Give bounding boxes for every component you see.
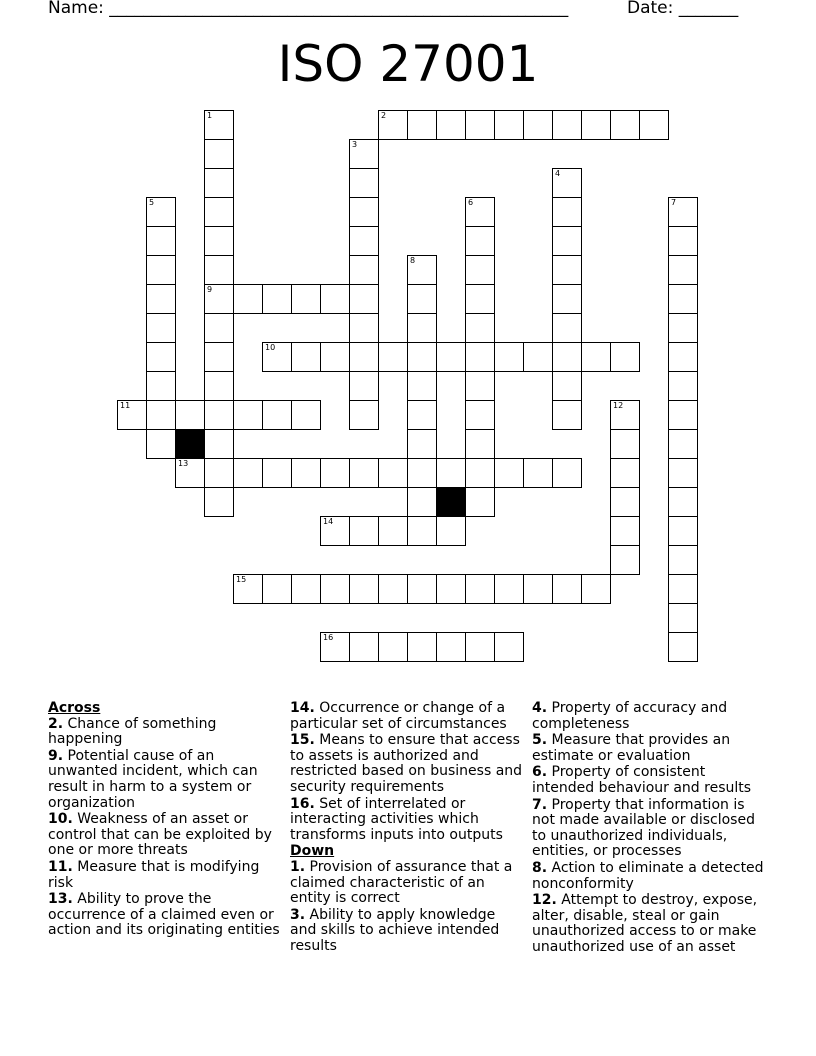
clue-number-label: 7. <box>532 796 548 813</box>
crossword-cell[interactable] <box>320 632 350 662</box>
crossword-cell[interactable] <box>233 458 263 488</box>
crossword-cell[interactable] <box>262 574 292 604</box>
clue-text: Means to ensure that access to assets is authorized and restricted based on business and security requirements <box>290 732 523 795</box>
crossword-cell[interactable] <box>668 342 698 372</box>
crossword-cell[interactable] <box>465 226 495 256</box>
clue-item <box>290 733 526 795</box>
clue-number-label: 15. <box>290 732 315 749</box>
crossword-cell[interactable] <box>465 400 495 430</box>
crossword-cell[interactable] <box>349 313 379 343</box>
clue-number-label: 13. <box>48 891 73 908</box>
clue-item <box>48 812 284 859</box>
crossword-cell[interactable] <box>407 110 437 140</box>
clue-text: Provision of assurance that a claimed characteristic of an entity is correct <box>290 858 513 907</box>
crossword-cell[interactable] <box>465 110 495 140</box>
across-heading: Across <box>48 700 101 716</box>
clue-item <box>48 749 284 811</box>
clue-number: 3 <box>352 140 358 149</box>
crossword-cell[interactable] <box>146 255 176 285</box>
crossword-cell[interactable] <box>523 574 553 604</box>
clue-number: 14 <box>323 517 334 526</box>
crossword-cell[interactable] <box>349 226 379 256</box>
crossword-cell[interactable] <box>494 110 524 140</box>
crossword-cell[interactable] <box>552 284 582 314</box>
crossword-cell[interactable] <box>436 632 466 662</box>
crossword-cell[interactable] <box>407 255 437 285</box>
crossword-cell[interactable] <box>523 342 553 372</box>
clue-number-label: 1. <box>290 858 306 875</box>
crossword-cell[interactable] <box>668 400 698 430</box>
crossword-cell[interactable] <box>349 342 379 372</box>
crossword-cell[interactable] <box>668 632 698 662</box>
clue-number: 7 <box>671 198 677 207</box>
clue-number: 12 <box>613 401 624 410</box>
crossword-cell[interactable] <box>668 516 698 546</box>
crossword-cell[interactable] <box>610 429 640 459</box>
crossword-cell[interactable] <box>668 429 698 459</box>
clue-item <box>290 908 526 955</box>
clue-item <box>532 798 768 860</box>
crossword-cell[interactable] <box>378 458 408 488</box>
crossword-cell[interactable] <box>610 545 640 575</box>
crossword-cell[interactable] <box>465 458 495 488</box>
crossword-cell[interactable] <box>494 574 524 604</box>
crossword-cell[interactable] <box>552 574 582 604</box>
crossword-cell[interactable] <box>204 400 234 430</box>
clue-text: Ability to apply knowledge and skills to achieve intended results <box>290 906 500 954</box>
clue-number-label: 9. <box>48 747 64 764</box>
crossword-cell[interactable] <box>465 284 495 314</box>
clue-number: 15 <box>236 575 247 584</box>
crossword-cell[interactable] <box>146 342 176 372</box>
clue-item <box>290 860 526 907</box>
clue-number: 4 <box>555 169 561 178</box>
crossword-cell[interactable] <box>668 313 698 343</box>
crossword-cell[interactable] <box>407 371 437 401</box>
clue-item <box>48 892 284 939</box>
crossword-cell[interactable] <box>465 197 495 227</box>
crossword-cell[interactable] <box>349 197 379 227</box>
crossword-cell[interactable] <box>349 632 379 662</box>
clue-column-3 <box>532 701 768 957</box>
crossword-cell[interactable] <box>639 110 669 140</box>
crossword-cell[interactable] <box>610 110 640 140</box>
date-field[interactable]: Date: _______ <box>627 0 739 18</box>
crossword-cell[interactable] <box>378 110 408 140</box>
crossword-cell[interactable] <box>465 342 495 372</box>
crossword-cell[interactable] <box>552 400 582 430</box>
clue-number: 10 <box>265 343 276 352</box>
crossword-cell[interactable] <box>668 226 698 256</box>
crossword-cell[interactable] <box>146 400 176 430</box>
crossword-cell[interactable] <box>581 574 611 604</box>
crossword-cell[interactable] <box>204 342 234 372</box>
crossword-cell[interactable] <box>204 139 234 169</box>
crossword-cell[interactable] <box>320 458 350 488</box>
clue-number-label: 10. <box>48 811 73 828</box>
clue-item <box>532 861 768 892</box>
crossword-cell[interactable] <box>465 429 495 459</box>
crossword-cell[interactable] <box>523 458 553 488</box>
crossword-cell[interactable] <box>146 197 176 227</box>
down-heading: Down <box>290 843 335 860</box>
crossword-cell[interactable] <box>262 400 292 430</box>
clue-number: 1 <box>207 111 213 120</box>
crossword-cell[interactable] <box>407 458 437 488</box>
blocked-cell <box>175 429 205 459</box>
crossword-cell[interactable] <box>204 458 234 488</box>
crossword-cell[interactable] <box>552 371 582 401</box>
clue-number: 6 <box>468 198 474 207</box>
clue-text: Property of accuracy and completeness <box>532 700 728 732</box>
crossword-cell[interactable] <box>349 574 379 604</box>
crossword-cell[interactable] <box>552 255 582 285</box>
clue-number: 8 <box>410 256 416 265</box>
clue-text: Weakness of an asset or control that can be exploited by one or more threats <box>48 811 272 859</box>
crossword-cell[interactable] <box>552 313 582 343</box>
crossword-cell[interactable] <box>407 429 437 459</box>
crossword-cell[interactable] <box>668 197 698 227</box>
crossword-cell[interactable] <box>610 487 640 517</box>
clue-text: Property of consistent intended behaviour and results <box>532 764 752 796</box>
crossword-cell[interactable] <box>436 516 466 546</box>
crossword-cell[interactable] <box>262 342 292 372</box>
crossword-cell[interactable] <box>494 632 524 662</box>
crossword-cell[interactable] <box>668 284 698 314</box>
clue-item <box>290 797 526 844</box>
crossword-cell[interactable] <box>349 516 379 546</box>
crossword-cell[interactable] <box>436 342 466 372</box>
clue-number-label: 8. <box>532 859 548 876</box>
crossword-cell[interactable] <box>233 574 263 604</box>
crossword-cell[interactable] <box>146 284 176 314</box>
crossword-cell[interactable] <box>291 400 321 430</box>
crossword-cell[interactable] <box>146 226 176 256</box>
clue-text: Ability to prove the occurrence of a claimed even or action and its originating entities <box>48 891 280 939</box>
clue-number-label: 2. <box>48 715 64 732</box>
crossword-cell[interactable] <box>291 458 321 488</box>
crossword-cell[interactable] <box>349 139 379 169</box>
crossword-cell[interactable] <box>407 284 437 314</box>
clue-item <box>532 765 768 796</box>
crossword-cell[interactable] <box>494 458 524 488</box>
crossword-cell[interactable] <box>465 255 495 285</box>
clue-item <box>48 860 284 891</box>
blocked-cell <box>436 487 466 517</box>
crossword-cell[interactable] <box>146 371 176 401</box>
clue-number-label: 3. <box>290 906 306 923</box>
clue-number-label: 14. <box>290 700 315 716</box>
clue-number-label: 11. <box>48 858 73 875</box>
crossword-cell[interactable] <box>320 342 350 372</box>
clue-text: Action to eliminate a detected nonconformity <box>532 859 764 892</box>
crossword-cell[interactable] <box>262 458 292 488</box>
clue-item <box>532 733 768 764</box>
crossword-cell[interactable] <box>668 255 698 285</box>
crossword-cell[interactable] <box>233 284 263 314</box>
clue-item <box>532 701 768 732</box>
crossword-cell[interactable] <box>668 458 698 488</box>
crossword-cell[interactable] <box>146 313 176 343</box>
crossword-cell[interactable] <box>407 342 437 372</box>
crossword-cell[interactable] <box>204 429 234 459</box>
crossword-cell[interactable] <box>175 458 205 488</box>
crossword-cell[interactable] <box>494 342 524 372</box>
crossword-cell[interactable] <box>552 226 582 256</box>
clue-item <box>48 717 284 748</box>
clue-number-label: 6. <box>532 764 548 781</box>
crossword-cell[interactable] <box>668 371 698 401</box>
crossword-cell[interactable] <box>349 255 379 285</box>
clue-item <box>532 893 768 955</box>
crossword-cell[interactable] <box>320 574 350 604</box>
crossword-cell[interactable] <box>465 487 495 517</box>
crossword-cell[interactable] <box>668 545 698 575</box>
crossword-cell[interactable] <box>291 574 321 604</box>
clue-text: Property that information is not made available or disclosed to unauthorized individuals, entities, or processes <box>532 796 755 860</box>
clue-number-label: 5. <box>532 732 548 749</box>
crossword-cell[interactable] <box>349 371 379 401</box>
crossword-cell[interactable] <box>465 313 495 343</box>
clue-number: 5 <box>149 198 155 207</box>
crossword-cell[interactable] <box>291 284 321 314</box>
crossword-cell[interactable] <box>262 284 292 314</box>
clue-text: Chance of something happening <box>48 715 217 748</box>
clue-number: 11 <box>120 401 131 410</box>
crossword-cell[interactable] <box>204 110 234 140</box>
crossword-cell[interactable] <box>465 632 495 662</box>
crossword-cell[interactable] <box>320 516 350 546</box>
crossword-cell[interactable] <box>378 342 408 372</box>
clue-number-label: 4. <box>532 700 548 716</box>
clue-number-label: 16. <box>290 795 315 812</box>
clue-number: 13 <box>178 459 189 468</box>
crossword-cell[interactable] <box>552 342 582 372</box>
crossword-cell[interactable] <box>436 458 466 488</box>
crossword-cell[interactable] <box>349 284 379 314</box>
crossword-cell[interactable] <box>668 574 698 604</box>
name-field[interactable]: Name: ______________________________________________________ <box>48 0 569 18</box>
crossword-cell[interactable] <box>117 400 147 430</box>
crossword-cell[interactable] <box>204 255 234 285</box>
crossword-cell[interactable] <box>204 226 234 256</box>
clue-text: Measure that is modifying risk <box>48 858 260 891</box>
crossword-cell[interactable] <box>552 197 582 227</box>
crossword-cell[interactable] <box>407 574 437 604</box>
clue-number-label: 12. <box>532 892 557 909</box>
clue-column-1 <box>48 701 284 940</box>
crossword-cell[interactable] <box>552 110 582 140</box>
crossword-cell[interactable] <box>407 400 437 430</box>
clue-column-2 <box>290 701 526 956</box>
crossword-cell[interactable] <box>349 168 379 198</box>
clue-number: 16 <box>323 633 334 642</box>
crossword-cell[interactable] <box>610 458 640 488</box>
crossword-cell[interactable] <box>349 400 379 430</box>
clue-text: Measure that provides an estimate or evaluation <box>532 732 731 764</box>
clue-text: Attempt to destroy, expose, alter, disable, steal or gain unauthorized access to or make unauthorized use of an asset <box>532 892 758 955</box>
crossword-cell[interactable] <box>407 632 437 662</box>
crossword-cell[interactable] <box>407 313 437 343</box>
crossword-cell[interactable] <box>378 516 408 546</box>
crossword-cell[interactable] <box>204 284 234 314</box>
crossword-cell[interactable] <box>146 429 176 459</box>
crossword-cell[interactable] <box>610 342 640 372</box>
clue-text: Occurrence or change of a particular set of circumstances <box>290 700 507 732</box>
crossword-cell[interactable] <box>349 458 379 488</box>
crossword-cell[interactable] <box>175 400 205 430</box>
crossword-cell[interactable] <box>407 516 437 546</box>
crossword-cell[interactable] <box>465 574 495 604</box>
clue-text: Potential cause of an unwanted incident, which can result in harm to a system or organization <box>48 747 258 811</box>
crossword-cell[interactable] <box>552 458 582 488</box>
crossword-cell[interactable] <box>378 632 408 662</box>
crossword-cell[interactable] <box>204 197 234 227</box>
crossword-cell[interactable] <box>581 110 611 140</box>
crossword-cell[interactable] <box>668 487 698 517</box>
crossword-cell[interactable] <box>436 110 466 140</box>
crossword-cell[interactable] <box>320 284 350 314</box>
crossword-cell[interactable] <box>436 574 466 604</box>
crossword-cell[interactable] <box>204 487 234 517</box>
crossword-cell[interactable] <box>465 371 495 401</box>
crossword-cell[interactable] <box>378 574 408 604</box>
crossword-cell[interactable] <box>610 516 640 546</box>
crossword-cell[interactable] <box>407 487 437 517</box>
crossword-cell[interactable] <box>668 603 698 633</box>
clue-item <box>290 701 526 732</box>
crossword-cell[interactable] <box>233 400 263 430</box>
crossword-cell[interactable] <box>204 371 234 401</box>
crossword-cell[interactable] <box>204 313 234 343</box>
crossword-cell[interactable] <box>523 110 553 140</box>
crossword-cell[interactable] <box>552 168 582 198</box>
crossword-cell[interactable] <box>581 342 611 372</box>
clue-number: 9 <box>207 285 213 294</box>
clue-text: Set of interrelated or interacting activities which transforms inputs into outputs <box>290 795 503 843</box>
clue-number: 2 <box>381 111 387 120</box>
crossword-cell[interactable] <box>610 400 640 430</box>
crossword-cell[interactable] <box>204 168 234 198</box>
crossword-cell[interactable] <box>291 342 321 372</box>
page-title: ISO 27001 <box>277 35 539 93</box>
